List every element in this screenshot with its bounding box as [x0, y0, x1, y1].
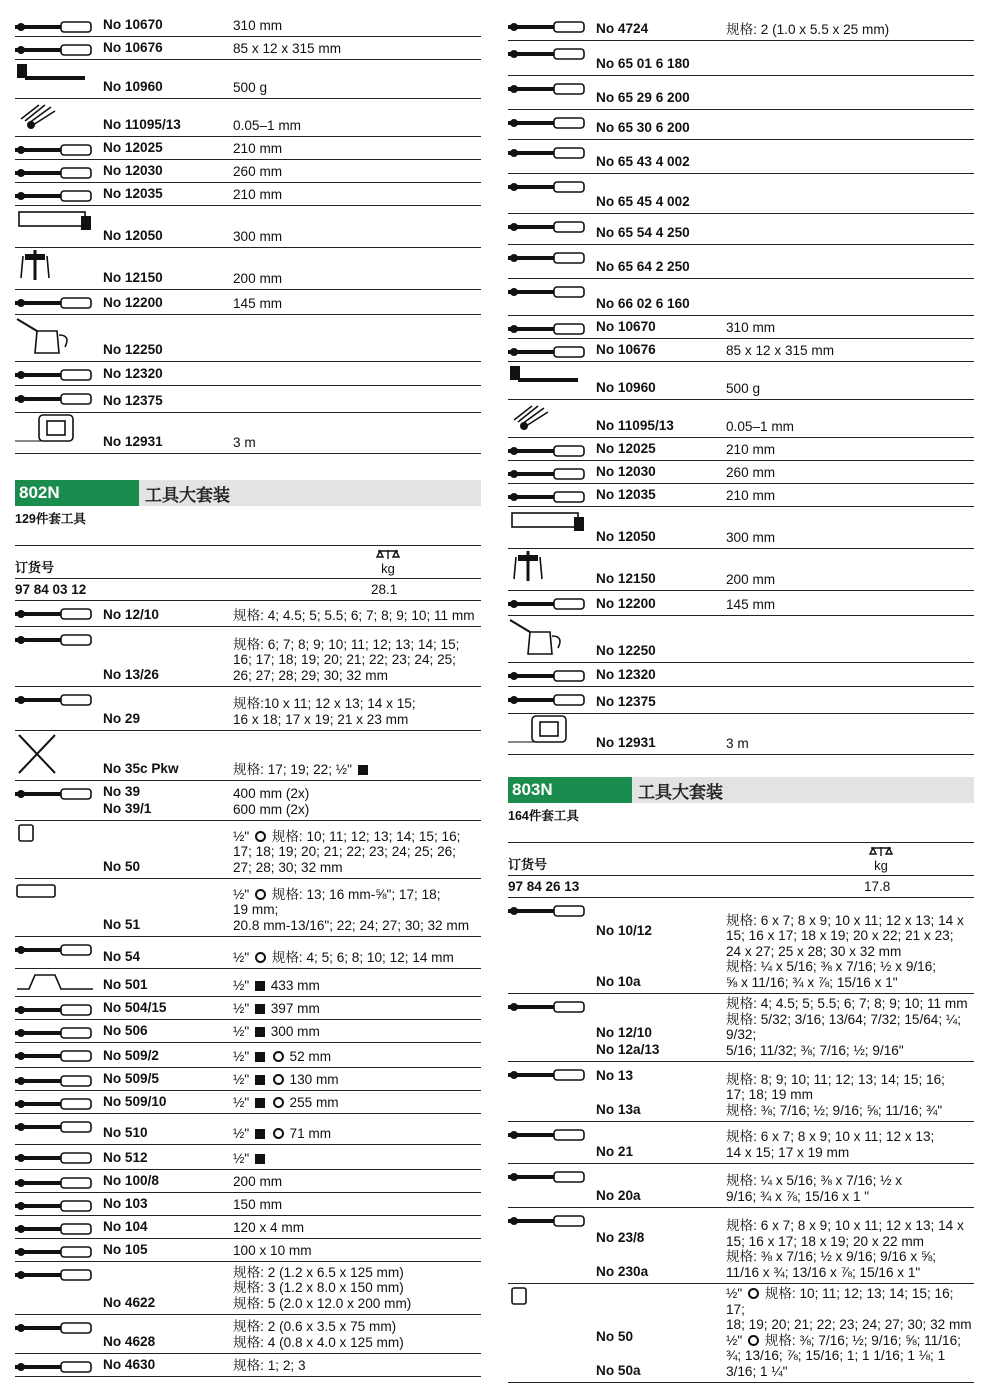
- phillips-screwdriver-icon: [15, 1356, 97, 1380]
- article-number: No 506: [103, 1023, 148, 1038]
- specification: 310 mm: [233, 17, 283, 33]
- oil-can-icon: [15, 317, 97, 341]
- tool-row: [15, 1354, 481, 1377]
- tool-row: [15, 60, 481, 99]
- tool-row: [508, 687, 974, 714]
- water-pump-pliers-icon: [508, 216, 590, 240]
- article-number: No 12320: [103, 366, 163, 381]
- specification: 规格: 6 x 7; 8 x 9; 10 x 11; 12 x 13; 14 x 15; 16 x 17; 18 x 19; 20 x 22; 21 x 23; 24 x 27; 25 x 28; 30 x 32 mm 规格: ¼ x 5/16; ⅜ x 7/16; ½ x 9/16; ⅝ x 11/16; ¾ x ⅞; 15/16 x 1": [726, 912, 964, 990]
- article-number: No 10960: [103, 79, 163, 94]
- hammer-icon: [508, 364, 590, 388]
- article-number: No 510: [103, 1125, 148, 1140]
- specification: 200 mm: [233, 1173, 283, 1189]
- tool-row: [508, 461, 974, 484]
- tool-row: [508, 898, 974, 994]
- order-header: [508, 842, 974, 876]
- tool-row: [15, 248, 481, 290]
- article-number: No 65 29 6 200: [596, 90, 690, 105]
- specification: ½" 52 mm: [233, 1048, 332, 1064]
- article-number: No 509/5: [103, 1071, 159, 1086]
- tool-row: [15, 362, 481, 386]
- specification: 145 mm: [233, 295, 283, 311]
- specification: 260 mm: [726, 464, 776, 480]
- bit-socket-icon: [15, 939, 97, 963]
- tool-row: [15, 627, 481, 687]
- specification: 0.05–1 mm: [233, 117, 302, 133]
- tool-row: [15, 1170, 481, 1193]
- tool-row: [15, 1068, 481, 1091]
- article-number: No 39 No 39/1: [103, 784, 152, 816]
- specification: 规格: 2 (1.0 x 5.5 x 25 mm): [726, 21, 890, 37]
- specification: 3 m: [233, 434, 256, 450]
- article-number: No 509/10: [103, 1094, 167, 1109]
- article-number: No 12200: [103, 295, 163, 310]
- tool-row: [508, 484, 974, 507]
- specification: ½" 130 mm: [233, 1071, 339, 1087]
- tool-row: [15, 137, 481, 160]
- specification: ½": [233, 1151, 481, 1167]
- specification: 0.05–1 mm: [726, 418, 795, 434]
- weight-value: 28.1: [371, 582, 398, 597]
- tool-row: [15, 1020, 481, 1043]
- combination-wrench-icon: [15, 603, 97, 627]
- specification: ½" 规格: 4; 5; 6; 8; 10; 12; 14 mm: [233, 949, 454, 965]
- specification: 规格: 8; 9; 10; 11; 12; 13; 14; 15; 16; 17; 18; 19 mm 规格: ⅜; 7/16; ½; 9/16; ⅝; 11/16; ¾": [726, 1071, 945, 1118]
- order-header: [15, 545, 481, 579]
- flat-screwdriver-icon: [15, 1264, 97, 1288]
- hacksaw-icon: [508, 509, 590, 533]
- article-number: No 12250: [596, 643, 656, 658]
- circlip-pliers-icon: [508, 142, 590, 166]
- tool-row: [15, 413, 481, 454]
- specification: 规格: 4; 4.5; 5; 5.5; 6; 7; 8; 9; 10; 11 mm: [233, 607, 475, 623]
- socket-icon: [15, 823, 97, 847]
- tool-row: [15, 1193, 481, 1216]
- specification: 300 mm: [726, 529, 776, 545]
- kg-label: kg: [874, 858, 888, 873]
- thin-screwdriver-icon: [15, 1317, 97, 1341]
- double-socket-wrench-icon: [508, 1166, 590, 1190]
- specification: 85 x 12 x 315 mm: [233, 40, 342, 56]
- specification: 规格: 6 x 7; 8 x 9; 10 x 11; 12 x 13; 14 x 15; 16 x 17; 18 x 19; 20 x 22 mm 规格: ⅜ x 7/16; ½ x 9/16; 9/16 x ⅝; 11/16 x ¾; 13/16 x ⅞; 15/16 x 1": [726, 1218, 964, 1280]
- article-number: No 103: [103, 1196, 148, 1211]
- article-number: No 29: [103, 711, 141, 726]
- long-nose-pliers-icon: [508, 78, 590, 102]
- specification: ½" 规格: 10; 11; 12; 13; 14; 15; 16; 17; 18; 19; 20; 21; 22; 23; 24; 27; 30; 32 mm ½" 规格: ⅜; 7/16; ½; 9/16; ⅝; 11/16; ¾; 13/16; ⅞; 15/16; 1; 1 1/16; 1 ⅛; 1 3/16; 1 ¼": [726, 1286, 972, 1379]
- tool-row: [508, 14, 974, 41]
- specification: ½" 433 mm: [233, 977, 320, 993]
- section-subtitle: 164件套工具: [508, 809, 579, 823]
- article-number: No 66 02 6 160: [596, 296, 690, 311]
- combination-wrench-icon: [508, 996, 590, 1020]
- scale-icon: [376, 549, 400, 561]
- article-number: No 11095/13: [596, 418, 674, 433]
- combination-wrench-icon: [508, 1064, 590, 1088]
- specification: ½" 规格: 13; 16 mm-⅝"; 17; 18; 19 mm; 20.8 mm-13/16"; 22; 24; 27; 30; 32 mm: [233, 886, 470, 933]
- article-number: No 12250: [103, 342, 163, 357]
- tool-row: [508, 76, 974, 110]
- tool-row: [508, 245, 974, 279]
- specification: ½" 255 mm: [233, 1094, 339, 1110]
- order-row: [508, 876, 974, 898]
- article-number: No 105: [103, 1242, 148, 1257]
- specification: ½" 300 mm: [233, 1023, 320, 1039]
- article-number: No 12200: [596, 596, 656, 611]
- tube-cutter-icon: [508, 593, 590, 617]
- article-number: No 12025: [103, 140, 163, 155]
- article-number: No 504/15: [103, 1000, 167, 1015]
- deep-socket-icon: [15, 881, 97, 905]
- article-number: No 10676: [103, 40, 163, 55]
- tool-list-top-right: [508, 14, 974, 755]
- ratchet-icon: [15, 1147, 97, 1171]
- tool-row: [15, 290, 481, 315]
- combination-wrench-icon: [15, 629, 97, 653]
- specification: 310 mm: [726, 319, 776, 335]
- tool-row: [508, 438, 974, 461]
- speed-brace-icon: [15, 971, 97, 995]
- article-number: No 12150: [596, 571, 656, 586]
- tool-row: [508, 663, 974, 687]
- tool-row: [15, 1043, 481, 1068]
- article-number: No 12030: [103, 163, 163, 178]
- tube-cutter-icon: [15, 292, 97, 316]
- tool-row: [508, 362, 974, 400]
- article-number: No 100/8: [103, 1173, 159, 1188]
- tool-row: [15, 315, 481, 362]
- tool-row: [15, 781, 481, 821]
- order-number: 97 84 26 13: [508, 879, 580, 894]
- specification: 100 x 10 mm: [233, 1242, 312, 1258]
- offset-ring-spanner-icon: [508, 1210, 590, 1234]
- article-number: No 50: [103, 859, 141, 874]
- puller-icon: [508, 551, 590, 575]
- hacksaw-icon: [15, 208, 97, 232]
- tool-row: [15, 37, 481, 60]
- article-number: No 50 No 50a: [596, 1329, 641, 1378]
- double-socket-wrench-icon: [15, 689, 97, 713]
- tool-row: [15, 386, 481, 413]
- specification: 500 g: [233, 79, 268, 95]
- article-number: No 12375: [596, 694, 656, 709]
- specification: 规格: 4; 4.5; 5; 5.5; 6; 7; 8; 9; 10; 11 mm 规格: 5/32; 3/16; 13/64; 7/32; 15/64; ¼; 9/32; 5/16; 11/32; ⅜; 7/16; ½; 9/16": [726, 996, 968, 1058]
- article-number: No 12/10: [103, 607, 159, 622]
- feeler-gauge-icon: [508, 402, 590, 426]
- section-badge: 803N: [508, 777, 632, 803]
- article-number: No 65 30 6 200: [596, 120, 690, 135]
- tool-row: [508, 110, 974, 140]
- tool-row: [508, 400, 974, 438]
- article-number: No 12150: [103, 270, 163, 285]
- article-number: No 65 54 4 250: [596, 225, 690, 240]
- article-number: No 65 43 4 002: [596, 154, 690, 169]
- tool-list-top-left: [15, 14, 481, 454]
- specification: 规格: 6; 7; 8; 9; 10; 11; 12; 13; 14; 15; 16; 17; 18; 19; 20; 21; 22; 23; 24; 25; 26; 27; 28; 29; 30; 32 mm: [233, 636, 460, 683]
- section-badge: 802N: [15, 480, 139, 506]
- tool-row: [15, 1114, 481, 1145]
- tool-row: [508, 214, 974, 245]
- article-number: No 54: [103, 949, 141, 964]
- tape-measure-icon: [508, 716, 590, 740]
- wire-brush-icon: [508, 689, 590, 713]
- socket-icon: [508, 1286, 590, 1310]
- article-number: No 10676: [596, 342, 656, 357]
- hammer-icon: [15, 62, 97, 86]
- combination-pliers-icon: [508, 43, 590, 67]
- article-number: No 65 64 2 250: [596, 259, 690, 274]
- tool-row: [508, 616, 974, 663]
- tool-row: [508, 1164, 974, 1208]
- tool-row: [508, 279, 974, 316]
- ring-spanner-icon: [508, 1124, 590, 1148]
- specification: 3 m: [726, 735, 749, 751]
- tool-row: [508, 316, 974, 339]
- tool-row: [508, 1062, 974, 1122]
- scale-icon: [869, 846, 893, 858]
- diagonal-cutter-icon: [508, 281, 590, 305]
- specification: 210 mm: [726, 487, 776, 503]
- article-number: No 13/26: [103, 667, 159, 682]
- article-number: No 12931: [103, 434, 163, 449]
- specification: 规格: 17; 19; 22; ½": [233, 762, 481, 778]
- weight-unit: [866, 846, 896, 873]
- kg-label: kg: [381, 561, 395, 576]
- puller-icon: [15, 250, 97, 274]
- tool-row: [15, 937, 481, 969]
- knife-icon: [508, 665, 590, 689]
- article-number: No 4724: [596, 21, 649, 36]
- specification: 规格: 1; 2; 3: [233, 1357, 306, 1373]
- tool-row: [15, 1315, 481, 1354]
- section-title: 工具大套装: [145, 485, 230, 505]
- article-number: No 10670: [103, 17, 163, 32]
- weight-value: 17.8: [864, 879, 891, 894]
- article-number: No 4628: [103, 1334, 156, 1349]
- article-number: No 10/12 No 10a: [596, 923, 652, 989]
- tool-row: [15, 997, 481, 1020]
- open-end-wrench-icon: [508, 900, 590, 924]
- article-number: No 20a: [596, 1188, 641, 1203]
- order-row: [15, 579, 481, 601]
- article-number: No 104: [103, 1219, 148, 1234]
- specification: 145 mm: [726, 596, 776, 612]
- tool-row: [15, 821, 481, 879]
- article-number: No 51: [103, 917, 141, 932]
- specification: ½" 规格: 10; 11; 12; 13; 14; 15; 16; 17; 18; 19; 20; 21; 22; 23; 24; 25; 26; 27; 28; 30; 32 mm: [233, 828, 461, 875]
- article-number: No 12035: [596, 487, 656, 502]
- tool-row: [508, 714, 974, 755]
- article-number: No 35c Pkw: [103, 761, 179, 776]
- feeler-gauge-icon: [15, 101, 97, 125]
- article-number: No 512: [103, 1150, 148, 1165]
- specification: 规格: 6 x 7; 8 x 9; 10 x 11; 12 x 13; 14 x 15; 17 x 19 mm: [726, 1129, 935, 1160]
- tool-row: [15, 1091, 481, 1114]
- specification: 规格: ¼ x 5/16; ⅜ x 7/16; ½ x 9/16; ¾ x ⅞; 15/16 x 1 ": [726, 1173, 903, 1204]
- tool-row: [15, 1216, 481, 1239]
- specification: ½" 397 mm: [233, 1000, 320, 1016]
- locking-pliers-icon: [508, 247, 590, 271]
- tool-row: [15, 601, 481, 627]
- specification: 200 mm: [726, 571, 776, 587]
- universal-joint-icon: [15, 1116, 97, 1140]
- tool-list-802n: [15, 601, 481, 1377]
- specification: 260 mm: [233, 163, 283, 179]
- article-number: No 65 45 4 002: [596, 194, 690, 209]
- section-header-802n: [15, 480, 481, 506]
- article-number: No 12375: [103, 393, 163, 408]
- tape-measure-icon: [15, 415, 97, 439]
- order-number-label: 订货号: [508, 857, 548, 872]
- weight-unit: [373, 549, 403, 576]
- oil-can-icon: [508, 618, 590, 642]
- tool-row: [15, 206, 481, 248]
- specification: 500 g: [726, 380, 761, 396]
- tool-row: [508, 174, 974, 214]
- wire-brush-icon: [15, 388, 97, 412]
- tool-row: [15, 1239, 481, 1262]
- tool-row: [508, 1208, 974, 1284]
- knife-icon: [15, 364, 97, 388]
- tool-row: [15, 99, 481, 137]
- right-column: [508, 14, 974, 1383]
- tool-row: [508, 1284, 974, 1383]
- specification: 规格:10 x 11; 12 x 13; 14 x 15; 16 x 18; 17 x 19; 21 x 23 mm: [233, 696, 416, 727]
- tool-row: [15, 1145, 481, 1170]
- tool-row: [508, 339, 974, 362]
- article-number: No 12050: [596, 529, 656, 544]
- tool-row: [508, 41, 974, 76]
- article-number: No 12050: [103, 228, 163, 243]
- specification: ½" 71 mm: [233, 1125, 332, 1141]
- pry-bar-icon: [15, 783, 97, 807]
- article-number: No 10960: [596, 380, 656, 395]
- tool-row: [15, 687, 481, 731]
- article-number: No 4630: [103, 1357, 156, 1372]
- tool-row: [508, 549, 974, 591]
- specification: 规格: 2 (1.2 x 6.5 x 125 mm) 规格: 3 (1.2 x 8.0 x 150 mm) 规格: 5 (2.0 x 12.0 x 200 mm): [233, 1264, 412, 1311]
- specification: 200 mm: [233, 270, 283, 286]
- tool-row: [15, 160, 481, 183]
- short-extension-icon: [15, 1045, 97, 1069]
- article-number: No 4622: [103, 1295, 156, 1310]
- specification: 150 mm: [233, 1196, 283, 1212]
- article-number: No 12320: [596, 667, 656, 682]
- cross-wrench-icon: [15, 733, 97, 757]
- tool-row: [15, 14, 481, 37]
- article-number: No 21: [596, 1144, 634, 1159]
- tool-row: [508, 1122, 974, 1164]
- specification: 400 mm (2x) 600 mm (2x): [233, 786, 310, 817]
- article-number: No 13 No 13a: [596, 1068, 641, 1117]
- article-number: No 11095/13: [103, 117, 181, 132]
- tool-row: [15, 969, 481, 997]
- specification: 210 mm: [233, 186, 283, 202]
- tool-row: [508, 591, 974, 616]
- specification: 85 x 12 x 315 mm: [726, 342, 835, 358]
- order-number-label: 订货号: [15, 560, 55, 575]
- tool-row: [15, 1262, 481, 1315]
- article-number: No 12030: [596, 464, 656, 479]
- article-number: No 12/10 No 12a/13: [596, 1025, 660, 1057]
- tool-row: [15, 879, 481, 937]
- tool-row: [508, 507, 974, 549]
- specification: 210 mm: [726, 441, 776, 457]
- article-number: No 501: [103, 977, 148, 992]
- specification: 120 x 4 mm: [233, 1219, 305, 1235]
- left-column: [15, 14, 481, 1377]
- specification: 210 mm: [233, 140, 283, 156]
- article-number: No 12035: [103, 186, 163, 201]
- article-number: No 509/2: [103, 1048, 159, 1063]
- tool-row: [508, 994, 974, 1062]
- tool-row: [508, 140, 974, 174]
- specification: 规格: 2 (0.6 x 3.5 x 75 mm) 规格: 4 (0.8 x 4.0 x 125 mm): [233, 1319, 404, 1350]
- section-subtitle: 129件套工具: [15, 512, 86, 526]
- specification: 300 mm: [233, 228, 283, 244]
- article-number: No 12931: [596, 735, 656, 750]
- tool-list-803n: [508, 898, 974, 1383]
- tool-row: [15, 731, 481, 781]
- circlip-pliers-icon: [508, 176, 590, 200]
- article-number: No 65 01 6 180: [596, 56, 690, 71]
- bent-nose-pliers-icon: [508, 112, 590, 136]
- article-number: No 12025: [596, 441, 656, 456]
- article-number: No 10670: [596, 319, 656, 334]
- section-title: 工具大套装: [638, 782, 723, 802]
- section-header-803n: [508, 777, 974, 803]
- tool-row: [15, 183, 481, 206]
- order-number: 97 84 03 12: [15, 582, 87, 597]
- article-number: No 23/8 No 230a: [596, 1230, 649, 1279]
- stubby-screwdriver-icon: [508, 16, 590, 40]
